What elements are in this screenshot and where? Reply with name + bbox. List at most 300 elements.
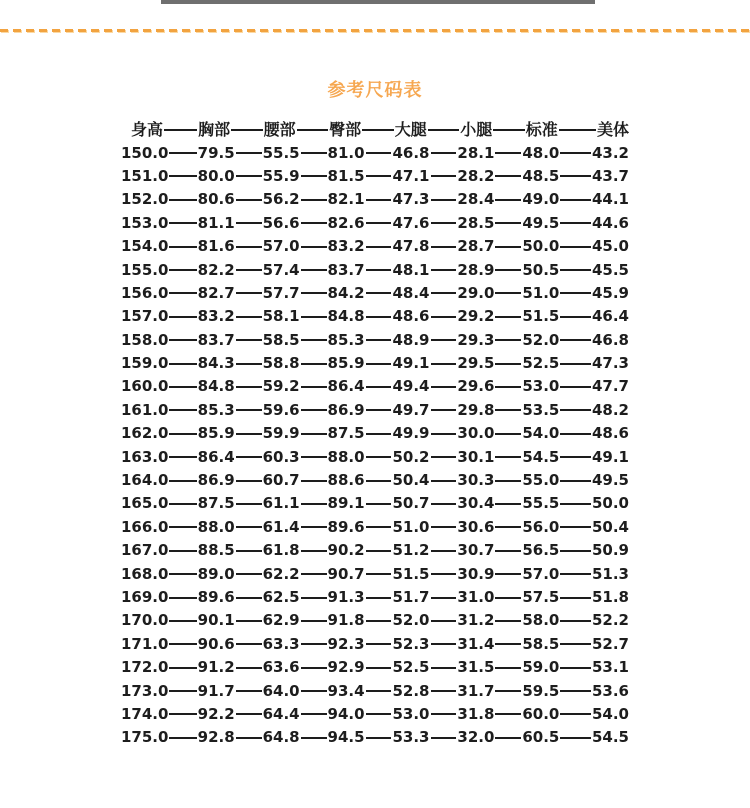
table-cell: 88.0 xyxy=(327,447,365,466)
table-cell: 47.3 xyxy=(392,190,430,209)
table-cell: 91.3 xyxy=(327,588,365,606)
dash-connector xyxy=(366,152,392,154)
dash-connector xyxy=(560,199,591,201)
table-cell: 155.0 xyxy=(121,260,169,279)
table-cell: 49.1 xyxy=(392,354,430,373)
table-cell: 52.5 xyxy=(522,354,560,373)
table-cell: 152.0 xyxy=(121,190,169,209)
table-cell: 86.4 xyxy=(197,447,235,466)
dash-connector xyxy=(366,386,392,388)
dash-connector xyxy=(560,433,591,435)
table-cell: 57.5 xyxy=(522,588,560,606)
dash-connector xyxy=(560,526,591,528)
dash-connector xyxy=(366,643,392,645)
table-row xyxy=(121,726,629,749)
dash-connector xyxy=(366,269,392,271)
table-cell: 64.4 xyxy=(262,704,300,723)
table-cell: 52.8 xyxy=(392,681,430,700)
table-cell: 92.9 xyxy=(327,658,365,677)
table-cell: 85.9 xyxy=(327,354,365,373)
table-cell: 47.7 xyxy=(591,377,629,396)
table-cell: 150.0 xyxy=(121,143,169,162)
dash-connector xyxy=(495,175,521,177)
dash-connector xyxy=(495,199,521,201)
dash-connector xyxy=(301,667,327,669)
dash-connector xyxy=(301,269,327,271)
dash-connector xyxy=(301,480,327,482)
dash-connector xyxy=(169,199,196,201)
dash-connector xyxy=(560,269,591,271)
table-row xyxy=(121,609,629,632)
dash-connector xyxy=(301,456,327,458)
dash-connector xyxy=(231,129,263,131)
table-cell: 86.9 xyxy=(327,400,365,419)
table-row xyxy=(121,188,629,211)
table-cell: 170.0 xyxy=(121,611,169,630)
table-cell: 50.5 xyxy=(522,260,560,279)
dash-connector xyxy=(164,129,197,131)
table-cell: 28.2 xyxy=(457,166,495,185)
table-cell: 47.1 xyxy=(392,166,430,185)
table-cell: 90.6 xyxy=(197,634,235,653)
table-cell: 56.5 xyxy=(522,541,560,560)
dash-connector xyxy=(236,456,262,458)
dash-connector xyxy=(236,246,262,248)
dash-connector xyxy=(560,573,591,575)
table-cell: 59.5 xyxy=(522,681,560,700)
table-row xyxy=(121,492,629,515)
dash-connector xyxy=(366,550,392,552)
table-cell: 57.7 xyxy=(262,283,300,302)
dash-connector xyxy=(431,433,457,435)
table-cell: 91.7 xyxy=(197,681,235,700)
table-cell: 45.5 xyxy=(591,260,629,279)
table-cell: 82.2 xyxy=(197,260,235,279)
table-cell: 55.5 xyxy=(262,143,300,162)
dash-connector xyxy=(169,713,196,715)
table-cell: 57.4 xyxy=(262,260,300,279)
table-cell: 49.4 xyxy=(392,377,430,396)
table-cell: 30.3 xyxy=(457,471,495,490)
dash-connector xyxy=(495,339,521,341)
dash-connector xyxy=(366,316,392,318)
table-cell: 50.2 xyxy=(392,447,430,466)
table-cell: 90.7 xyxy=(327,564,365,583)
dash-connector xyxy=(366,456,392,458)
table-cell: 167.0 xyxy=(121,541,169,560)
dash-connector xyxy=(301,737,327,739)
dash-connector xyxy=(495,292,521,294)
dash-connector xyxy=(431,573,457,575)
column-header: 腰部 xyxy=(263,119,296,139)
column-header: 标准 xyxy=(525,119,558,139)
table-cell: 55.9 xyxy=(262,166,300,185)
table-cell: 50.4 xyxy=(392,471,430,490)
table-cell: 58.8 xyxy=(262,354,300,373)
table-cell: 162.0 xyxy=(121,424,169,443)
dash-connector xyxy=(431,269,457,271)
table-cell: 84.2 xyxy=(327,283,365,302)
dash-connector xyxy=(495,480,521,482)
table-row xyxy=(121,212,629,235)
table-cell: 173.0 xyxy=(121,681,169,700)
dash-connector xyxy=(431,550,457,552)
table-cell: 46.8 xyxy=(591,330,629,349)
dash-connector xyxy=(560,503,591,505)
table-cell: 84.3 xyxy=(197,354,235,373)
table-cell: 48.2 xyxy=(591,400,629,419)
table-cell: 48.5 xyxy=(522,166,560,185)
top-divider-bar xyxy=(161,0,595,4)
table-cell: 29.6 xyxy=(457,377,495,396)
dash-connector xyxy=(495,503,521,505)
table-cell: 151.0 xyxy=(121,166,169,185)
table-cell: 29.5 xyxy=(457,354,495,373)
dash-connector xyxy=(236,690,262,692)
column-header: 大腿 xyxy=(394,119,427,139)
table-cell: 50.0 xyxy=(522,237,560,256)
table-cell: 156.0 xyxy=(121,283,169,302)
dash-connector xyxy=(495,222,521,224)
table-cell: 54.5 xyxy=(522,447,560,466)
table-cell: 28.4 xyxy=(457,190,495,209)
table-cell: 30.6 xyxy=(457,517,495,536)
table-cell: 52.5 xyxy=(392,658,430,677)
dash-connector xyxy=(169,550,196,552)
dash-connector xyxy=(495,620,521,622)
table-cell: 89.6 xyxy=(327,517,365,536)
table-cell: 48.0 xyxy=(522,143,560,162)
table-cell: 55.5 xyxy=(522,494,560,513)
table-cell: 28.1 xyxy=(457,143,495,162)
dash-connector xyxy=(236,339,262,341)
dash-connector xyxy=(301,339,327,341)
dash-connector xyxy=(560,292,591,294)
table-cell: 46.8 xyxy=(392,143,430,162)
page-title: 参考尺码表 xyxy=(327,80,423,101)
dash-connector xyxy=(560,620,591,622)
dash-connector xyxy=(559,129,596,131)
dash-connector xyxy=(366,292,392,294)
dash-connector xyxy=(431,643,457,645)
dash-connector xyxy=(169,152,196,154)
dashed-divider xyxy=(0,29,750,35)
table-cell: 82.1 xyxy=(327,190,365,209)
table-row xyxy=(121,516,629,539)
dash-connector xyxy=(236,573,262,575)
table-cell: 51.0 xyxy=(392,517,430,536)
table-cell: 81.0 xyxy=(327,143,365,162)
column-header: 小腿 xyxy=(460,119,493,139)
table-cell: 81.5 xyxy=(327,166,365,185)
table-cell: 169.0 xyxy=(121,588,169,606)
table-cell: 92.8 xyxy=(197,728,235,747)
table-row xyxy=(121,305,629,328)
table-cell: 29.2 xyxy=(457,307,495,326)
table-cell: 47.6 xyxy=(392,213,430,232)
table-cell: 51.7 xyxy=(392,588,430,606)
table-cell: 87.5 xyxy=(197,494,235,513)
table-cell: 47.8 xyxy=(392,237,430,256)
table-cell: 58.0 xyxy=(522,611,560,630)
dash-connector xyxy=(236,269,262,271)
table-cell: 31.5 xyxy=(457,658,495,677)
table-cell: 175.0 xyxy=(121,728,169,747)
table-cell: 43.2 xyxy=(591,143,629,162)
dash-connector xyxy=(431,292,457,294)
table-row xyxy=(121,656,629,679)
dash-connector xyxy=(431,690,457,692)
table-cell: 62.2 xyxy=(262,564,300,583)
table-cell: 164.0 xyxy=(121,471,169,490)
table-cell: 32.0 xyxy=(457,728,495,747)
dash-connector xyxy=(366,667,392,669)
table-row xyxy=(121,141,629,164)
table-cell: 44.6 xyxy=(591,213,629,232)
dash-connector xyxy=(366,199,392,201)
dash-connector xyxy=(169,222,196,224)
table-cell: 161.0 xyxy=(121,400,169,419)
table-row xyxy=(121,586,629,609)
dash-connector xyxy=(169,269,196,271)
dash-connector xyxy=(169,643,196,645)
table-cell: 45.9 xyxy=(591,283,629,302)
table-cell: 160.0 xyxy=(121,377,169,396)
dash-connector xyxy=(560,713,591,715)
column-header: 臀部 xyxy=(329,119,362,139)
table-cell: 89.0 xyxy=(197,564,235,583)
table-cell: 44.1 xyxy=(591,190,629,209)
table-cell: 48.6 xyxy=(591,424,629,443)
dash-connector xyxy=(495,526,521,528)
dash-connector xyxy=(301,152,327,154)
dash-connector xyxy=(169,503,196,505)
dash-connector xyxy=(431,316,457,318)
table-cell: 83.7 xyxy=(327,260,365,279)
table-cell: 31.0 xyxy=(457,588,495,606)
table-cell: 49.5 xyxy=(591,471,629,490)
table-row xyxy=(121,399,629,422)
dash-connector xyxy=(301,316,327,318)
table-cell: 88.5 xyxy=(197,541,235,560)
table-cell: 82.7 xyxy=(197,283,235,302)
table-cell: 52.7 xyxy=(591,634,629,653)
table-row xyxy=(121,562,629,585)
table-cell: 56.6 xyxy=(262,213,300,232)
table-cell: 86.4 xyxy=(327,377,365,396)
dash-connector xyxy=(169,363,196,365)
dash-connector xyxy=(301,222,327,224)
dash-connector xyxy=(169,339,196,341)
table-cell: 63.6 xyxy=(262,658,300,677)
table-cell: 174.0 xyxy=(121,704,169,723)
table-cell: 83.2 xyxy=(197,307,235,326)
dash-connector xyxy=(495,409,521,411)
column-header: 身高 xyxy=(131,119,164,139)
dash-connector xyxy=(366,597,392,599)
dash-connector xyxy=(560,363,591,365)
dash-connector xyxy=(431,503,457,505)
dash-connector xyxy=(495,573,521,575)
table-cell: 163.0 xyxy=(121,447,169,466)
table-cell: 48.4 xyxy=(392,283,430,302)
table-cell: 31.8 xyxy=(457,704,495,723)
dash-connector xyxy=(236,737,262,739)
table-cell: 90.1 xyxy=(197,611,235,630)
table-cell: 60.7 xyxy=(262,471,300,490)
dash-connector xyxy=(560,456,591,458)
table-cell: 54.0 xyxy=(522,424,560,443)
table-cell: 52.2 xyxy=(591,611,629,630)
dash-connector xyxy=(236,433,262,435)
table-cell: 88.6 xyxy=(327,471,365,490)
table-cell: 52.0 xyxy=(522,330,560,349)
table-cell: 64.8 xyxy=(262,728,300,747)
dash-connector xyxy=(560,339,591,341)
dash-connector xyxy=(366,246,392,248)
dash-connector xyxy=(301,620,327,622)
dash-connector xyxy=(236,152,262,154)
table-cell: 50.9 xyxy=(591,541,629,560)
dash-connector xyxy=(431,620,457,622)
table-cell: 159.0 xyxy=(121,354,169,373)
dash-connector xyxy=(428,129,460,131)
table-cell: 60.5 xyxy=(522,728,560,747)
dash-connector xyxy=(560,152,591,154)
table-cell: 87.5 xyxy=(327,424,365,443)
dash-connector xyxy=(495,737,521,739)
table-cell: 89.1 xyxy=(327,494,365,513)
table-cell: 86.9 xyxy=(197,471,235,490)
dash-connector xyxy=(431,152,457,154)
table-cell: 94.5 xyxy=(327,728,365,747)
table-row xyxy=(121,679,629,702)
dash-connector xyxy=(366,222,392,224)
dash-connector xyxy=(236,550,262,552)
table-cell: 50.0 xyxy=(591,494,629,513)
table-row xyxy=(121,165,629,188)
table-cell: 90.2 xyxy=(327,541,365,560)
table-cell: 58.5 xyxy=(262,330,300,349)
dash-connector xyxy=(169,597,196,599)
dash-connector xyxy=(236,222,262,224)
table-cell: 60.3 xyxy=(262,447,300,466)
dash-connector xyxy=(236,175,262,177)
dash-connector xyxy=(169,246,196,248)
table-cell: 52.3 xyxy=(392,634,430,653)
dash-connector xyxy=(169,316,196,318)
table-cell: 49.7 xyxy=(392,400,430,419)
table-cell: 49.9 xyxy=(392,424,430,443)
dash-connector xyxy=(366,433,392,435)
dash-connector xyxy=(236,503,262,505)
dash-connector xyxy=(495,433,521,435)
table-cell: 50.4 xyxy=(591,517,629,536)
dash-connector xyxy=(431,456,457,458)
table-cell: 63.3 xyxy=(262,634,300,653)
dash-connector xyxy=(366,480,392,482)
dash-connector xyxy=(493,129,525,131)
dash-connector xyxy=(169,480,196,482)
dash-connector xyxy=(169,409,196,411)
dash-connector xyxy=(431,713,457,715)
table-cell: 31.7 xyxy=(457,681,495,700)
table-cell: 84.8 xyxy=(197,377,235,396)
table-row xyxy=(121,633,629,656)
dash-connector xyxy=(301,363,327,365)
dash-connector xyxy=(431,386,457,388)
dash-connector xyxy=(366,363,392,365)
dash-connector xyxy=(236,292,262,294)
table-cell: 59.6 xyxy=(262,400,300,419)
table-cell: 84.8 xyxy=(327,307,365,326)
dash-connector xyxy=(236,480,262,482)
table-cell: 53.6 xyxy=(591,681,629,700)
table-cell: 49.5 xyxy=(522,213,560,232)
table-cell: 53.3 xyxy=(392,728,430,747)
table-cell: 94.0 xyxy=(327,704,365,723)
table-row xyxy=(121,703,629,726)
dash-connector xyxy=(169,386,196,388)
table-cell: 49.1 xyxy=(591,447,629,466)
dash-connector xyxy=(495,363,521,365)
table-cell: 55.0 xyxy=(522,471,560,490)
dash-connector xyxy=(431,246,457,248)
table-cell: 62.5 xyxy=(262,588,300,606)
dash-connector xyxy=(301,573,327,575)
dash-connector xyxy=(301,409,327,411)
table-row xyxy=(121,329,629,352)
table-row xyxy=(121,375,629,398)
table-cell: 168.0 xyxy=(121,564,169,583)
dash-connector xyxy=(431,737,457,739)
dash-connector xyxy=(560,246,591,248)
table-cell: 51.5 xyxy=(522,307,560,326)
dash-connector xyxy=(366,339,392,341)
table-cell: 58.1 xyxy=(262,307,300,326)
dash-connector xyxy=(236,620,262,622)
dash-connector xyxy=(560,316,591,318)
table-cell: 56.0 xyxy=(522,517,560,536)
dash-connector xyxy=(431,363,457,365)
dash-connector xyxy=(495,597,521,599)
dash-connector xyxy=(495,246,521,248)
table-cell: 46.4 xyxy=(591,307,629,326)
table-cell: 91.2 xyxy=(197,658,235,677)
dash-connector xyxy=(366,175,392,177)
size-table xyxy=(121,118,629,750)
dash-connector xyxy=(169,292,196,294)
dash-connector xyxy=(366,526,392,528)
table-row xyxy=(121,282,629,305)
dash-connector xyxy=(431,667,457,669)
table-cell: 157.0 xyxy=(121,307,169,326)
table-cell: 50.7 xyxy=(392,494,430,513)
table-cell: 51.2 xyxy=(392,541,430,560)
table-cell: 51.3 xyxy=(591,564,629,583)
dash-connector xyxy=(560,643,591,645)
table-cell: 92.3 xyxy=(327,634,365,653)
dash-connector xyxy=(560,690,591,692)
table-cell: 91.8 xyxy=(327,611,365,630)
dash-connector xyxy=(495,456,521,458)
table-cell: 81.6 xyxy=(197,237,235,256)
table-cell: 158.0 xyxy=(121,330,169,349)
table-cell: 61.8 xyxy=(262,541,300,560)
dash-connector xyxy=(366,503,392,505)
dash-connector xyxy=(169,175,196,177)
dash-connector xyxy=(366,573,392,575)
